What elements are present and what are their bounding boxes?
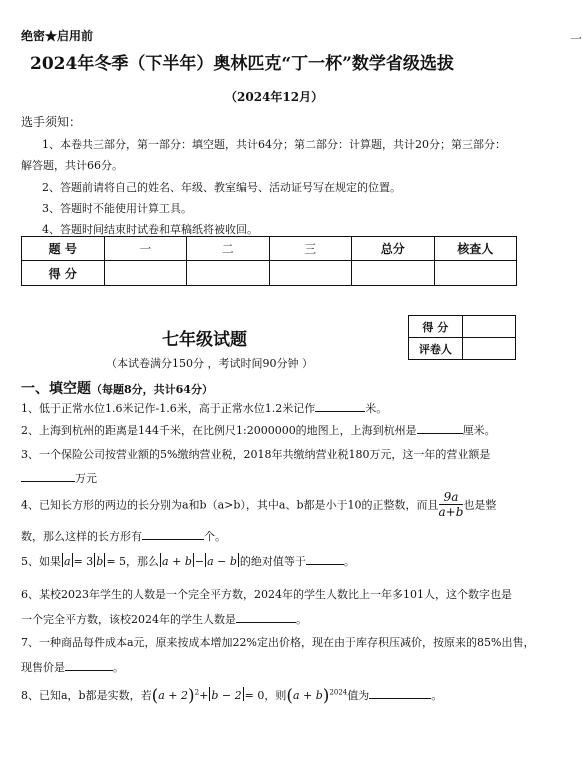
question-4-text-end: 也是整 — [463, 498, 497, 512]
question-7-cont — [21, 659, 124, 675]
question-2-blank[interactable] — [417, 433, 463, 434]
score-header-checker: 核查人 — [434, 237, 517, 261]
question-4-cont-end: 个。 — [204, 530, 226, 543]
question-8-power: 2024 — [329, 688, 348, 697]
question-8-end: 。 — [431, 689, 443, 702]
question-5-expr-2: a − b — [207, 555, 237, 568]
grader-name-label: 评卷人 — [409, 338, 463, 360]
question-8-eq: = 0，则 — [244, 689, 287, 702]
question-5-end: 。 — [343, 555, 355, 568]
question-6-blank[interactable] — [236, 622, 296, 623]
question-1 — [21, 400, 387, 416]
score-header-question: 题 号 — [22, 237, 105, 261]
question-8-expr-2: b − 2 — [211, 689, 242, 702]
question-8-text: 8、已知a，b都是实数，若 — [21, 689, 152, 702]
paper-date: （2024年12月） — [225, 90, 324, 104]
question-4 — [21, 490, 496, 519]
question-5-var-a: a — [64, 555, 71, 568]
question-5 — [21, 553, 355, 569]
notice-item-4: 4、答题时间结束时试卷和草稿纸将被收回。 — [42, 223, 258, 236]
question-2 — [21, 422, 496, 438]
exam-title: 七年级试题 — [162, 330, 247, 350]
score-cell-part-2[interactable] — [187, 261, 270, 286]
question-3-blank[interactable] — [21, 481, 75, 482]
question-8: 8、已知a，b都是实数，若$(a + 2)^2+ b - 2 = 0$，则$(a + b)^{2024}$值为 。 — [21, 686, 443, 706]
question-5-blank[interactable] — [306, 564, 344, 565]
question-7-cont-text: 现售价是 — [21, 661, 65, 674]
question-4-fraction-numerator: 9a — [439, 490, 464, 505]
score-header-part-2: 二 — [187, 237, 270, 261]
margin-mark: 一 — [570, 32, 582, 46]
grader-table — [408, 315, 516, 360]
question-1-blank[interactable] — [315, 411, 365, 412]
question-8-text-end: 值为 — [347, 689, 370, 702]
notice-item-3: 3、答题时不能使用计算工具。 — [42, 202, 192, 215]
question-8-plus: + — [199, 689, 209, 702]
score-cell-checker[interactable] — [434, 261, 517, 286]
question-2-text: 2、上海到杭州的距离是144千米，在比例尺1:2000000的地图上，上海到杭州是 — [21, 424, 417, 437]
question-5-eq1: = 3 — [73, 555, 94, 568]
question-5-text-end: 的绝对值等于 — [239, 555, 306, 568]
notice-heading: 选手须知： — [21, 115, 82, 129]
paper-title: 2024年冬季（下半年）奥林匹克“丁一杯”数学省级选拔 — [30, 54, 454, 74]
section-1-note: （每题8分，共计64分） — [91, 383, 213, 396]
question-7: 7、一种商品每件成本a元，原来按成本增加22%定出价格，现在由于库存积压减价，按原来的85%出售， — [21, 636, 535, 649]
question-8-expr-3: a + b — [292, 689, 323, 702]
grader-score-label: 得 分 — [409, 316, 463, 338]
section-1-heading — [21, 378, 213, 398]
question-3: 3、一个保险公司按营业额的5%缴纳营业税，2018年共缴纳营业税180万元，这一年的营业额是 — [21, 448, 491, 461]
question-4-fraction-denominator: a+b — [438, 505, 464, 519]
question-8-square: 2 — [194, 688, 200, 697]
score-header-part-3: 三 — [269, 237, 352, 261]
question-3-unit: 万元 — [75, 472, 97, 485]
question-1-unit: 米。 — [365, 402, 388, 415]
question-5-eq2: = 5，那么 — [106, 555, 160, 568]
question-8-blank[interactable] — [369, 698, 431, 699]
question-1-text: 1、低于正常水位1.6米记作-1.6米，高于正常水位1.2米记作 — [21, 402, 316, 415]
score-row-label: 得 分 — [22, 261, 105, 286]
exam-subtitle: （本试卷满分150分 ，考试时间90分钟 ） — [106, 357, 313, 370]
question-2-unit: 厘米。 — [462, 424, 496, 437]
question-6: 6、某校2023年学生的人数是一个完全平方数，2024年的学生人数比上一年多101人，这个数字也是 — [21, 588, 512, 601]
secret-label: 绝密★启用前 — [21, 29, 94, 43]
score-cell-total[interactable] — [352, 261, 435, 286]
question-3-cont — [21, 470, 97, 486]
question-6-cont — [21, 611, 307, 627]
score-table — [21, 236, 517, 286]
grader-name-cell[interactable] — [462, 338, 515, 360]
section-1-title: 一、填空题 — [21, 381, 91, 397]
question-5-minus: − — [194, 555, 205, 568]
question-4-blank[interactable] — [142, 539, 204, 540]
question-5-expr-1: a + b — [162, 555, 192, 568]
notice-item-1-cont: 解答题，共计66分。 — [21, 159, 123, 172]
question-5-text: 5、如果 — [21, 555, 61, 568]
question-5-var-b: b — [96, 555, 104, 568]
notice-item-2: 2、答题前请将自己的姓名、年级、教室编号、活动证号写在规定的位置。 — [42, 181, 401, 194]
question-6-end: 。 — [296, 613, 307, 626]
score-cell-part-3[interactable] — [269, 261, 352, 286]
question-4-cont — [21, 528, 226, 544]
question-6-cont-text: 一个完全平方数，该校2024年的学生人数是 — [21, 613, 236, 626]
question-4-fraction — [439, 490, 464, 519]
score-cell-part-1[interactable] — [104, 261, 187, 286]
grader-score-cell[interactable] — [462, 316, 515, 338]
question-7-blank[interactable] — [65, 670, 113, 671]
question-4-cont-text: 数，那么这样的长方形有 — [21, 530, 142, 543]
question-4-text: 4、已知长方形的两边的长分别为a和b（a>b），其中a、b都是小于10的正整数，而且 — [21, 498, 439, 512]
notice-item-1: 1、本卷共三部分，第一部分：填空题，共计64分；第二部分：计算题，共计20分；第三部分： — [42, 138, 506, 151]
score-header-total: 总分 — [352, 237, 435, 261]
score-header-part-1: 一 — [104, 237, 187, 261]
question-8-expr-1: a + 2 — [158, 689, 189, 702]
question-7-end: 。 — [113, 661, 124, 674]
